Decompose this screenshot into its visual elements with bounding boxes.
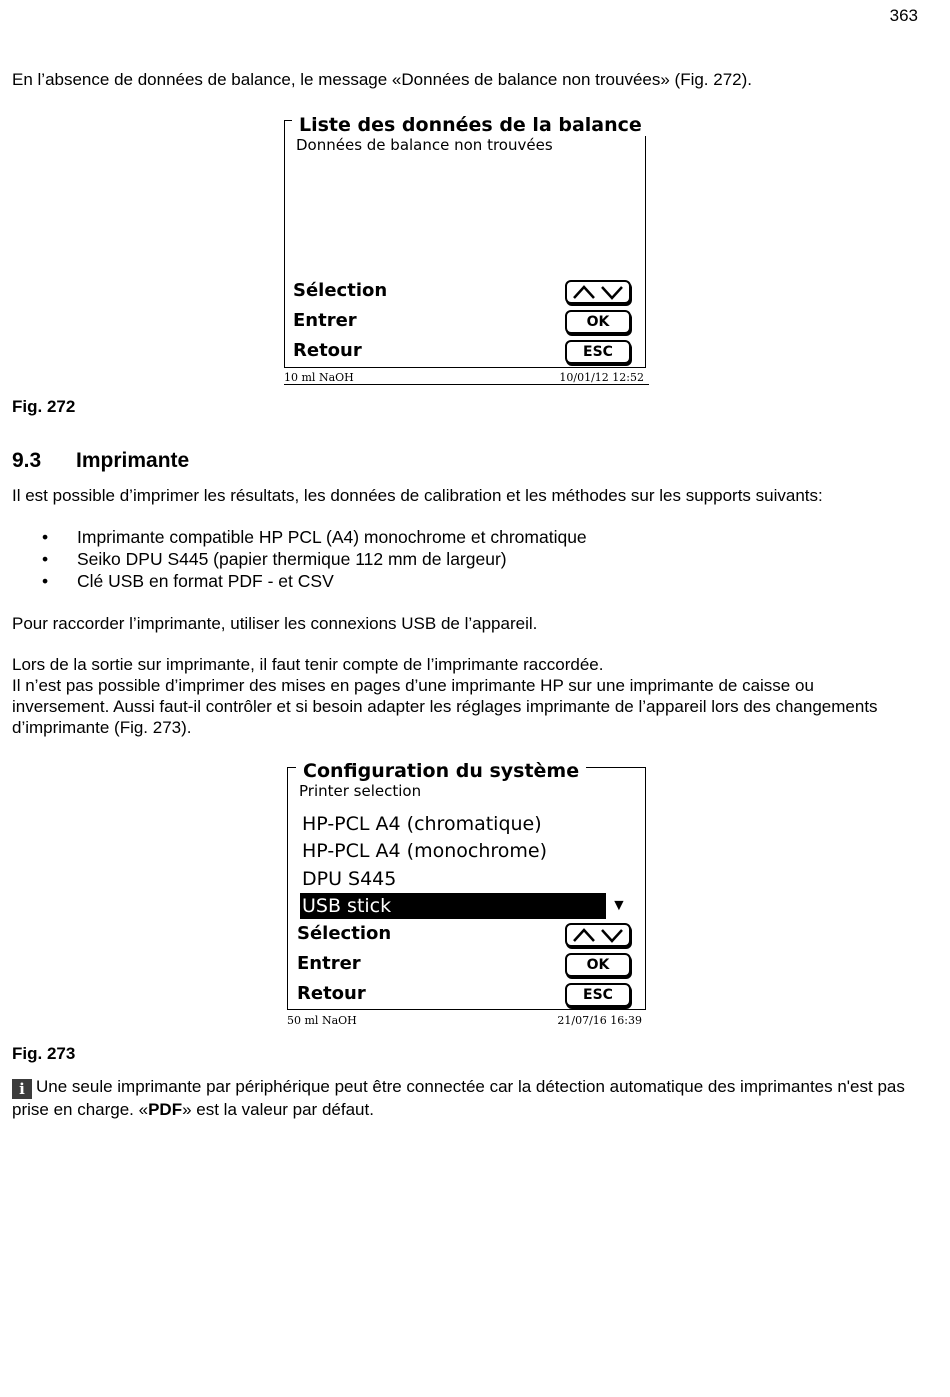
ok-key-button[interactable]: OK	[565, 953, 631, 977]
status-divider	[284, 384, 649, 385]
scroll-down-icon[interactable]: ▼	[611, 897, 627, 914]
selection-key-button[interactable]	[565, 923, 631, 947]
fig272-caption: Fig. 272	[12, 397, 76, 416]
up-down-arrows-icon	[570, 284, 626, 300]
back-label: Retour	[297, 983, 366, 1004]
selection-key-button[interactable]	[565, 280, 631, 304]
printer-option-dpu[interactable]: DPU S445	[302, 868, 397, 890]
output-paragraph-2: Il n’est pas possible d’imprimer des mises en pages d’une imprimante HP sur une imprimante de caisse ou inversement. Aussi faut-il contrôler et si besoin adapter les réglages imprimante de l’appareil lors des changements d’imprimante (Fig. 273).	[12, 676, 878, 737]
output-paragraph-1: Lors de la sortie sur imprimante, il faut tenir compte de l’imprimante raccordée.	[12, 655, 604, 674]
printer-option-hp-monochrome[interactable]: HP-PCL A4 (monochrome)	[302, 840, 547, 862]
screen-title: Configuration du système	[296, 760, 586, 782]
list-item: • Imprimante compatible HP PCL (A4) monochrome et chromatique	[42, 527, 587, 547]
list-item: • Seiko DPU S445 (papier thermique 112 mm de largeur)	[42, 549, 507, 569]
enter-label: Entrer	[297, 953, 361, 974]
fig273-caption: Fig. 273	[12, 1044, 76, 1063]
up-down-arrows-icon	[570, 927, 626, 943]
connect-paragraph: Pour raccorder l’imprimante, utiliser les connexions USB de l’appareil.	[12, 614, 538, 633]
section-intro: Il est possible d’imprimer les résultats, les données de calibration et les méthodes sur les supports suivants:	[12, 486, 823, 505]
status-method: 10 ml NaOH	[284, 371, 354, 384]
system-config-screen	[282, 757, 654, 1035]
intro-paragraph: En l’absence de données de balance, le message «Données de balance non trouvées» (Fig. 272).	[12, 70, 753, 89]
status-datetime: 10/01/12 12:52	[559, 371, 644, 384]
printer-option-hp-chromatic[interactable]: HP-PCL A4 (chromatique)	[302, 813, 542, 835]
screen-subtitle: Printer selection	[299, 782, 422, 800]
selection-label: Sélection	[297, 923, 392, 944]
back-label: Retour	[293, 340, 362, 361]
info-icon: i	[12, 1079, 32, 1099]
esc-key-button[interactable]: ESC	[565, 340, 631, 364]
esc-key-button[interactable]: ESC	[565, 983, 631, 1007]
balance-data-screen	[280, 110, 652, 390]
ok-key-button[interactable]: OK	[565, 310, 631, 334]
screen-subtitle: Données de balance non trouvées	[296, 136, 553, 154]
screen-title: Liste des données de la balance	[292, 114, 649, 136]
section-title: Imprimante	[76, 449, 190, 472]
section-heading	[12, 449, 189, 473]
status-method: 50 ml NaOH	[287, 1014, 357, 1027]
info-note: i Une seule imprimante par périphérique peut être connectée car la détection automatique des imprimantes n'est pas prise en charge. «PDF» est la valeur par défaut.	[12, 1077, 905, 1119]
list-item: • Clé USB en format PDF - et CSV	[42, 571, 334, 591]
page-number: 363	[889, 6, 918, 25]
default-value: PDF	[148, 1100, 183, 1119]
printer-option-usb-selected[interactable]: USB stick	[300, 893, 606, 919]
selection-label: Sélection	[293, 280, 388, 301]
enter-label: Entrer	[293, 310, 357, 331]
section-number: 9.3	[12, 449, 42, 472]
status-datetime: 21/07/16 16:39	[557, 1014, 642, 1027]
supports-list	[12, 526, 587, 592]
